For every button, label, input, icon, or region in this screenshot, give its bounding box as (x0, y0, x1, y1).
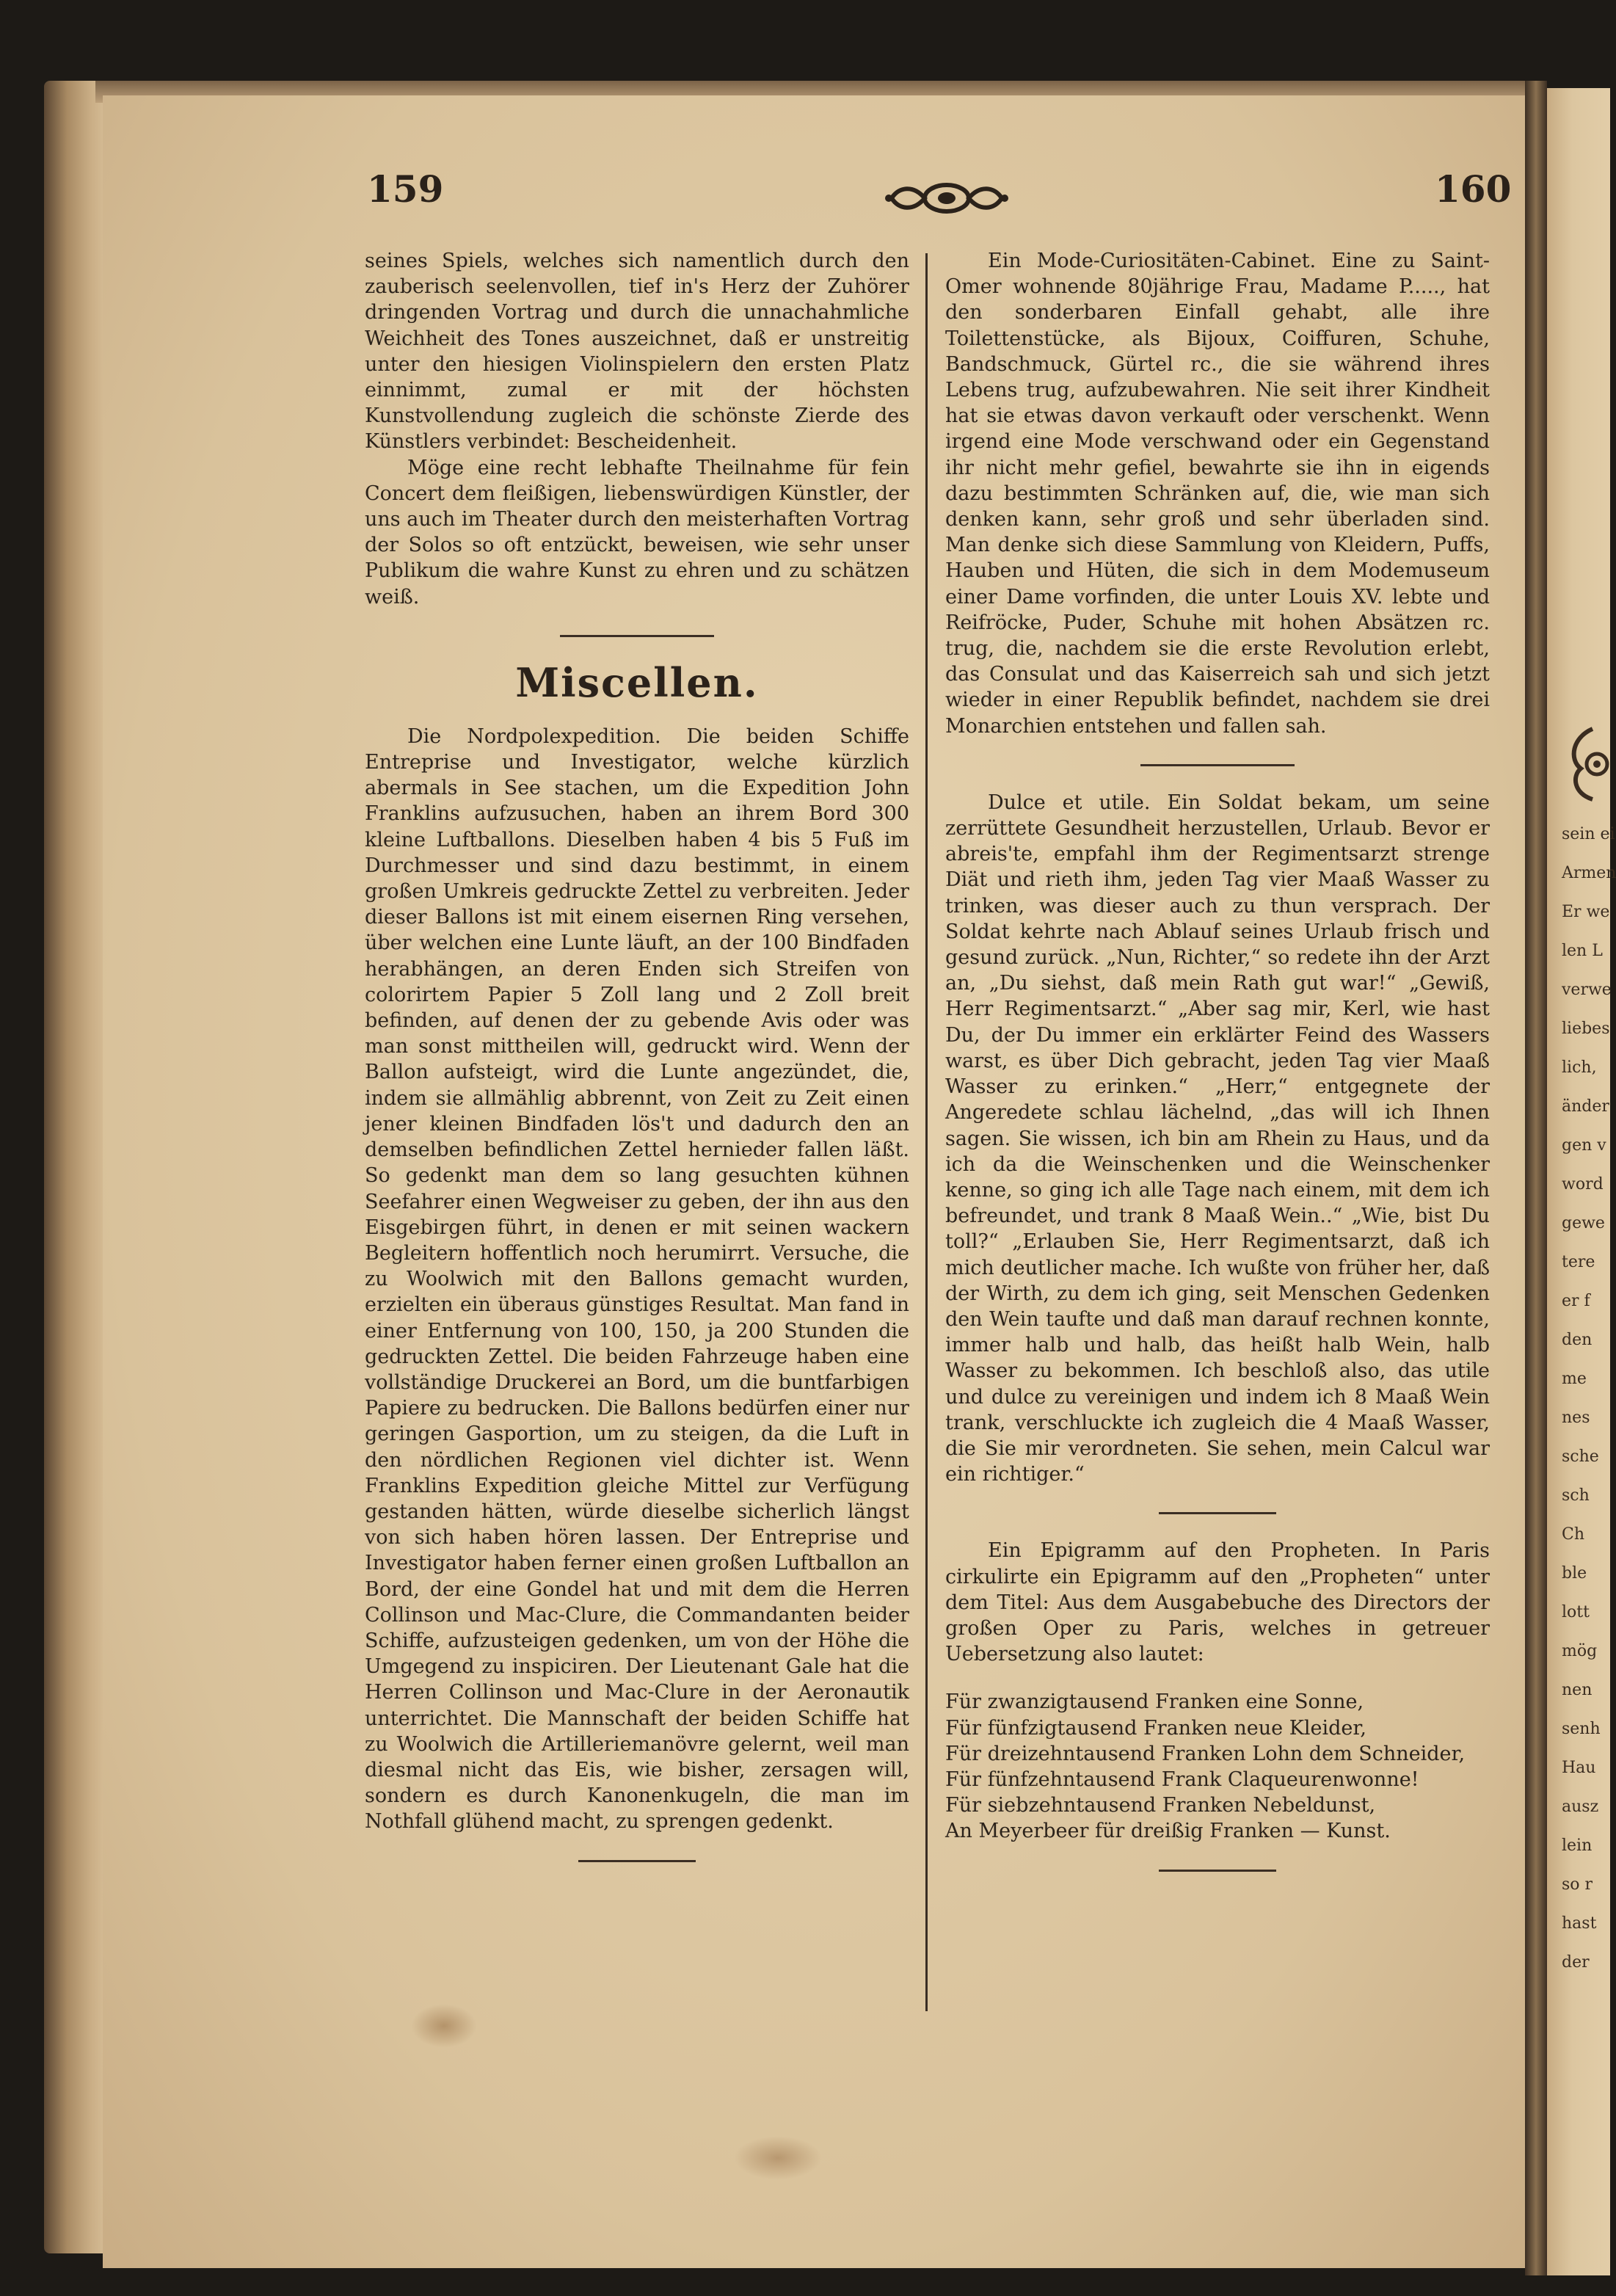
section-heading: Miscellen. (515, 658, 759, 706)
facing-page-fragment: sch (1562, 1486, 1590, 1505)
poem-line: Für fünfzehntausend Frank Claqueurenwonne! (945, 1768, 1419, 1791)
facing-page-fragment: gewe (1562, 1214, 1605, 1232)
page-number-right: 160 (1435, 167, 1512, 211)
facing-page-fragment: änder (1562, 1097, 1609, 1116)
epigram-poem (945, 1689, 1490, 1844)
facing-page-fragment: so r (1562, 1875, 1593, 1894)
facing-page-fragment: Ch (1562, 1525, 1585, 1544)
facing-page-fragment: ausz (1562, 1798, 1599, 1816)
poem-line: Für fünfzigtausend Franken neue Kleider, (945, 1716, 1366, 1740)
poem-line: Für siebzehntausend Franken Nebeldunst, (945, 1794, 1376, 1817)
column-divider (925, 253, 928, 2011)
facing-page-fragment: tere (1562, 1253, 1595, 1271)
article-divider (1159, 1512, 1276, 1514)
facing-page-text-fragments (1562, 815, 1616, 1982)
right-column (945, 248, 1490, 1895)
poem-line: An Meyerbeer für dreißig Franken — Kunst. (945, 1820, 1391, 1843)
facing-page-fragment: word (1562, 1175, 1604, 1194)
article-nordpolexpedition: Die Nordpolexpedition. Die beiden Schiffe Entreprise und Investigator, welche kürzlich abermals in See stachen, um die Expedition John Franklins aufzusuchen, haben an ihrem Bord 300 kleine Luftballons. Dieselben haben 4 bis 5 Fuß im Durchmesser und sind dazu bestimmt, in einem großen Umkreis gedruckte Zettel zu verbreiten. Jeder dieser Ballons ist mit einem eisernen Ring versehen, über welchen eine Lunte läuft, an der 100 Bindfaden herabhängen, an deren Enden sich Streifen von colorirtem Papier 5 Zoll lang und 2 Zoll breit befinden, auf denen der zu gebende Avis oder was man sonst mittheilen will, gedruckt wird. Wenn der Ballon aufsteigt, wird die Lunte angezündet, die, indem sie allmählig abbrennt, von Zeit zu Zeit einen jener kleinen Bindfaden lös't und dadurch den an demselben befindlichen Zettel hernieder fallen läßt. So gedenkt man dem so lang gesuchten kühnen Seefahrer einen Wegweiser zu geben, der ihn aus den Eisgebirgen führt, in denen er mit seinen wackern Begleitern hoffentlich noch herumirrt. Versuche, die zu Woolwich mit den Ballons gemacht wurden, erzielten ein überaus günstiges Resultat. Man fand in einer Entfernung von 100, 150, ja 200 Stunden die gedruckten Zettel. Die beiden Fahrzeuge haben eine vollständige Druckerei an Bord, um die buntfarbigen Papiere zu bedrucken. Die Ballons bedürfen einer nur geringen Gasportion, um zu steigen, da die Luft in den nördlichen Regionen viel dichter ist. Wenn Franklins Expedition gleiche Mittel zur Verfügung gestanden hätten, würde dieselbe sicherlich längst von sich haben hören lassen. Der Entreprise und Investigator haben ferner einen großen Luftballon an Bord, der eine Gondel hat und mit dem die Herren Collinson und Mac-Clure, die Commandanten beider Schiffe, aufzusteigen gedenken, um von der Höhe die Umgegend zu inspiciren. Der Lieutenant Gale hat die Herren Collinson und Mac-Clure in der Aeronautik unterrichtet. Die Mannschaft der beiden Schiffe hat zu Woolwich die Artilleriemanövre gelernt, weil man diesmal nicht das Eis, wie bisher, zersagen will, sondern es durch Kanonenkugeln, die man im Nothfall glühend macht, zu sprengen gedenkt. (365, 724, 909, 1834)
book-page-edges (44, 81, 110, 2253)
article-epigramm: Ein Epigramm auf den Propheten. In Paris cirkulirte ein Epigramm auf den „Propheten“ unter dem Titel: Aus dem Ausgabebuche des Directors der großen Oper zu Paris, welches in getreuer Uebersetzung also lautet: (945, 1539, 1490, 1666)
facing-page-fragment: len L (1562, 942, 1603, 960)
page-number-left: 159 (367, 167, 444, 211)
left-column (365, 248, 909, 1886)
end-divider (1159, 1870, 1276, 1872)
intro-paragraph-1: seines Spiels, welches sich namentlich durch den zauberisch seelenvollen, tief in's Herz der Zuhörer dringenden Vortrag und durch die unnachahmliche Weichheit des Tones auszeichnet, daß er unstreitig unter den hiesigen Violinspielern den ersten Platz einnimmt, zumal er mit der höchsten Kunstvollendung zugleich die schönste Zierde des Künstlers verbindet: Bescheidenheit. (365, 250, 909, 454)
facing-page-fragment: lich, (1562, 1058, 1597, 1077)
article-divider (578, 1860, 696, 1862)
article-divider (1140, 764, 1295, 766)
facing-page-fragment: me (1562, 1370, 1587, 1388)
book-gutter (1525, 81, 1547, 2275)
poem-line: Für zwanzigtausend Franken eine Sonne, (945, 1690, 1364, 1714)
facing-page-fragment: verwe (1562, 981, 1612, 999)
header-ornament-icon (884, 176, 1009, 220)
facing-page-ornament-icon (1563, 723, 1610, 804)
facing-page-fragment: nes (1562, 1409, 1590, 1427)
article-mode-cabinet: Ein Mode-Curiositäten-Cabinet. Eine zu Saint-Omer wohnende 80jährige Frau, Madame P....., hat den sonderbaren Einfall gehabt, alle ihre Toilettenstücke, als Bijoux, Coiffuren, Schuhe, Bandschmuck, Gürtel rc., die sie während ihres Lebens trug, aufzubewahren. Nie seit ihrer Kindheit hat sie etwas davon verkauft oder verschenkt. Wenn irgend eine Mode verschwand oder ein Gegenstand ihr nicht mehr gefiel, bewahrte sie ihn in eigends dazu bestimmten Schränken auf, die, wie man sich denken kann, sehr groß und sehr überladen sind. Man denke sich diese Sammlung von Kleidern, Puffs, Hauben und Hüten, die sich in dem Modemuseum einer Dame vorfinden, die unter Louis XV. lebte und Reifröcke, Puder, Schuhe mit hohen Absätzen rc. trug, die, nachdem sie die erste Revolution erlebt, das Consulat und das Kaiserreich sah und sich jetzt wieder in einer Republik befindet, nachdem sie drei Monarchien entstehen und fallen sah. (945, 250, 1490, 738)
facing-page-fragment: liebes (1562, 1020, 1610, 1038)
facing-page-fragment: nen (1562, 1681, 1593, 1699)
facing-page-fragment: er f (1562, 1292, 1590, 1310)
paper-stain (411, 2004, 477, 2048)
poem-line: Für dreizehntausend Franken Lohn dem Schneider, (945, 1742, 1466, 1765)
facing-page-fragment: Hau (1562, 1759, 1596, 1777)
facing-page-fragment: hast (1562, 1914, 1597, 1933)
facing-page-fragment: senh (1562, 1720, 1601, 1738)
facing-page-fragment: Armen (1562, 864, 1616, 882)
facing-page-fragment: sein ei (1562, 825, 1615, 843)
facing-page-fragment: ble (1562, 1564, 1587, 1583)
facing-page-fragment: den (1562, 1331, 1593, 1349)
facing-page-fragment: lein (1562, 1837, 1593, 1855)
facing-page-fragment: gen v (1562, 1136, 1606, 1155)
facing-page-fragment: Er we (1562, 903, 1610, 921)
section-divider (560, 635, 714, 637)
facing-page-fragment: lott (1562, 1603, 1590, 1621)
facing-page-fragment: mög (1562, 1642, 1598, 1660)
intro-paragraph-2: Möge eine recht lebhafte Theilnahme für fein Concert dem fleißigen, liebenswürdigen Künstler, der uns auch im Theater durch den meisterhaften Vortrag der Solos so oft entzückt, beweisen, wie sehr unser Publikum die wahre Kunst zu ehren und zu schätzen weiß. (365, 456, 909, 608)
paper-stain (734, 2136, 822, 2180)
article-dulce-et-utile: Dulce et utile. Ein Soldat bekam, um seine zerrüttete Gesundheit herzustellen, Urlaub. Bevor er abreis'te, empfahl ihm der Regimentsarzt strenge Diät und rieth ihm, jeden Tag vier Maaß Wasser zu trinken, was dieser auch zu thun versprach. Der Soldat kehrte nach Ablauf seines Urlaub frisch und gesund zurück. „Nun, Richter,“ so redete ihn der Arzt an, „Du siehst, daß mein Rath gut war!“ „Gewiß, Herr Regimentsarzt.“ „Aber sag mir, Kerl, wie hast Du, der Du immer ein erklärter Feind des Wassers warst, es über Dich gebracht, jeden Tag vier Maaß Wasser zu erinken.“ „Herr,“ entgegnete der Angeredete schlau lächelnd, „das will ich Ihnen sagen. Sie wissen, ich bin am Rhein zu Haus, und da ich da die Weinschenken und die Weinschenker kenne, so ging ich alle Tage nach einem, mit dem ich befreundet, und trank 8 Maaß Wein..“ „Wie, bist Du toll?“ „Erlauben Sie, Herr Regimentsarzt, daß ich mich deutlicher mache. Ich wußte von früher her, daß der Wirth, zu dem ich ging, seit Menschen Gedenken den Wein taufte und daß man darauf rechnen konnte, immer halb und halb, das heißt halb Wein, halb Wasser zu bekommen. Ich beschloß also, das utile und dulce zu vereinigen und indem ich 8 Maaß Wein trank, verschluckte ich zugleich die 4 Maaß Wasser, die Sie mir verordneten. Sie sehen, mein Calcul war ein richtiger.“ (945, 791, 1490, 1486)
facing-page-fragment: sche (1562, 1447, 1599, 1466)
facing-page-fragment: der (1562, 1953, 1590, 1972)
